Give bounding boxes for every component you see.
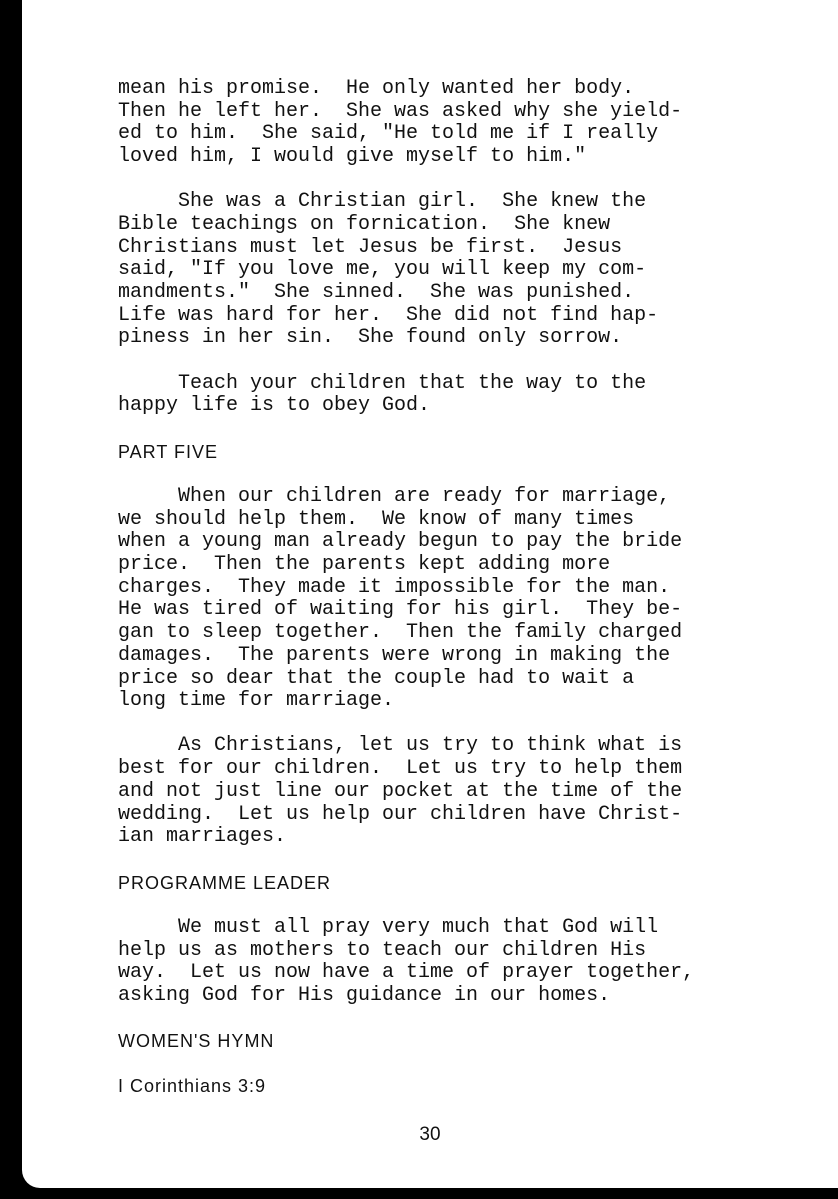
document-page: [22, 0, 838, 1188]
text-line: when a young man already begun to pay the bride: [118, 530, 683, 554]
text-line: Teach your children that the way to the: [118, 371, 647, 395]
paragraph-christian-girl: [118, 191, 798, 350]
text-line: charges. They made it impossible for the man.: [118, 575, 671, 599]
text-line: Christians must let Jesus be first. Jesus: [118, 235, 623, 259]
text-line: way. Let us now have a time of prayer together,: [118, 961, 695, 985]
text-line: damages. The parents were wrong in making the: [118, 643, 671, 667]
text-line: We must all pray very much that God will: [118, 915, 659, 939]
heading-programme-leader: PROGRAMME LEADER: [118, 872, 332, 893]
text-line: and not just line our pocket at the time of the: [118, 779, 683, 803]
text-line: Bible teachings on fornication. She knew: [118, 213, 611, 237]
page-number: 30: [419, 1124, 441, 1145]
text-line: Life was hard for her. She did not find hap-: [118, 303, 659, 327]
text-line: price so dear that the couple had to wait a: [118, 666, 635, 690]
text-line: As Christians, let us try to think what is: [118, 734, 683, 758]
text-line: best for our children. Let us try to help them: [118, 757, 683, 781]
text-line: She was a Christian girl. She knew the: [118, 190, 647, 214]
text-line: piness in her sin. She found only sorrow.: [118, 326, 623, 350]
text-line: wedding. Let us help our children have Christ-: [118, 802, 683, 826]
heading-womens-hymn: WOMEN'S HYMN: [118, 1031, 275, 1052]
text-line: loved him, I would give myself to him.": [118, 145, 587, 169]
text-line: mean his promise. He only wanted her body.: [118, 77, 635, 100]
paragraph-christian-marriages: [118, 735, 798, 848]
paragraph-marriage: [118, 486, 798, 713]
text-line: He was tired of waiting for his girl. They be-: [118, 598, 683, 622]
page-body: [118, 78, 798, 1121]
paragraph-prayer: [118, 917, 798, 1008]
text-line: mandments." She sinned. She was punished.: [118, 281, 635, 305]
text-line: gan to sleep together. Then the family charged: [118, 621, 683, 645]
paragraph-teach-children: [118, 373, 798, 418]
text-line: help us as mothers to teach our children His: [118, 938, 647, 962]
text-line: Then he left her. She was asked why she yield-: [118, 99, 683, 123]
text-line: When our children are ready for marriage,: [118, 485, 671, 509]
text-line: long time for marriage.: [118, 689, 395, 713]
paragraph-promise: [118, 78, 798, 169]
heading-part-five: PART FIVE: [118, 441, 219, 462]
text-line: price. Then the parents kept adding more: [118, 553, 611, 577]
text-line: we should help them. We know of many times: [118, 507, 635, 531]
text-line: ed to him. She said, "He told me if I really: [118, 122, 659, 146]
text-line: said, "If you love me, you will keep my com-: [118, 258, 647, 282]
scripture-reference: I Corinthians 3:9: [118, 1076, 267, 1097]
text-line: asking God for His guidance in our homes.: [118, 983, 611, 1007]
text-line: ian marriages.: [118, 825, 287, 849]
text-line: happy life is to obey God.: [118, 394, 431, 418]
